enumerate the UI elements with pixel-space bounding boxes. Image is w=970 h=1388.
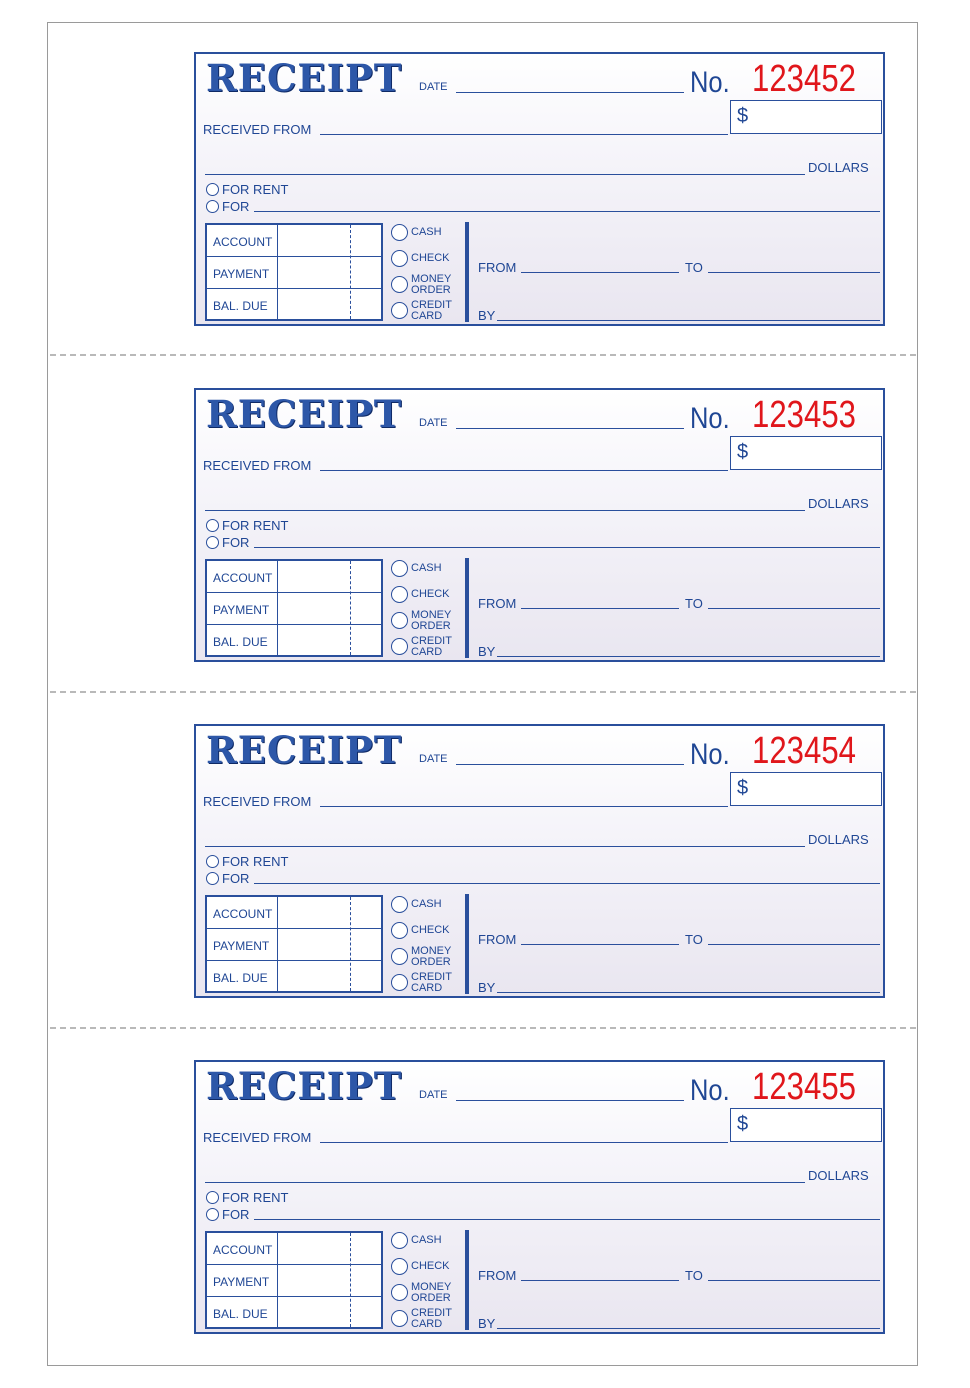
- receipt-form: [194, 52, 885, 326]
- receipt-form: [194, 1060, 885, 1334]
- dollars-line[interactable]: [205, 510, 805, 511]
- to-line[interactable]: [708, 272, 880, 273]
- check-radio[interactable]: [391, 250, 408, 267]
- to-label: TO: [685, 1268, 703, 1283]
- account-table: [205, 223, 383, 321]
- money-order-radio[interactable]: [391, 612, 408, 629]
- cash-radio[interactable]: [391, 560, 408, 577]
- money-order-radio[interactable]: [391, 276, 408, 293]
- bal-due-row[interactable]: [207, 1297, 381, 1329]
- amount-field[interactable]: [730, 772, 882, 806]
- money-order-label-line2: ORDER: [411, 620, 451, 632]
- number-label: No.: [690, 402, 730, 435]
- received-from-line[interactable]: [320, 1142, 728, 1143]
- credit-card-radio[interactable]: [391, 1310, 408, 1327]
- cash-label: CASH: [411, 562, 442, 574]
- payment-label: PAYMENT: [213, 603, 270, 617]
- amount-field[interactable]: [730, 1108, 882, 1142]
- for-label: FOR: [222, 1207, 250, 1222]
- from-label: FROM: [478, 596, 517, 611]
- from-line[interactable]: [521, 272, 679, 273]
- to-label: TO: [685, 260, 703, 275]
- dollar-sign: $: [737, 1113, 749, 1135]
- money-order-label-line2: ORDER: [411, 1292, 451, 1304]
- for-radio[interactable]: [206, 1208, 219, 1221]
- dollars-line[interactable]: [205, 1182, 805, 1183]
- receipt-form: [194, 388, 885, 662]
- account-row[interactable]: [207, 1233, 381, 1265]
- credit-card-label-line1: CREDIT: [411, 299, 452, 311]
- date-line[interactable]: [456, 764, 684, 765]
- receipt-form: [194, 724, 885, 998]
- to-label: TO: [685, 932, 703, 947]
- check-radio[interactable]: [391, 586, 408, 603]
- receipt-number: 123452: [752, 58, 856, 100]
- for-rent-label: FOR RENT: [222, 182, 289, 197]
- received-from-line[interactable]: [320, 134, 728, 135]
- dollars-line[interactable]: [205, 174, 805, 175]
- account-row[interactable]: [207, 225, 381, 257]
- check-radio[interactable]: [391, 922, 408, 939]
- dollars-label: DOLLARS: [808, 496, 869, 511]
- for-label: FOR: [222, 199, 250, 214]
- payment-row[interactable]: [207, 257, 381, 289]
- amount-field[interactable]: [730, 436, 882, 470]
- cash-radio[interactable]: [391, 224, 408, 241]
- cents-divider: [350, 897, 351, 991]
- section-divider: [465, 222, 469, 322]
- date-line[interactable]: [456, 1100, 684, 1101]
- from-label: FROM: [478, 1268, 517, 1283]
- for-line[interactable]: [254, 883, 880, 884]
- account-table: [205, 559, 383, 657]
- bal-due-row[interactable]: [207, 961, 381, 993]
- perforation-line: [50, 1027, 916, 1029]
- by-label: BY: [478, 644, 496, 659]
- dollars-label: DOLLARS: [808, 1168, 869, 1183]
- bal-due-label: BAL. DUE: [213, 299, 268, 313]
- credit-card-radio[interactable]: [391, 302, 408, 319]
- to-line[interactable]: [708, 944, 880, 945]
- number-label: No.: [690, 1074, 730, 1107]
- for-line[interactable]: [254, 211, 880, 212]
- cash-radio[interactable]: [391, 896, 408, 913]
- dollars-label: DOLLARS: [808, 160, 869, 175]
- account-row[interactable]: [207, 561, 381, 593]
- credit-card-label-line2: CARD: [411, 310, 443, 322]
- credit-card-label-line1: CREDIT: [411, 1307, 452, 1319]
- received-from-label: RECEIVED FROM: [203, 122, 312, 137]
- cash-label: CASH: [411, 1234, 442, 1246]
- check-label: CHECK: [411, 924, 450, 936]
- payment-label: PAYMENT: [213, 939, 270, 953]
- by-label: BY: [478, 980, 496, 995]
- receipt-title: RECEIPT: [206, 728, 403, 772]
- for-radio[interactable]: [206, 200, 219, 213]
- payment-row[interactable]: [207, 593, 381, 625]
- bal-due-row[interactable]: [207, 289, 381, 321]
- from-line[interactable]: [521, 1280, 679, 1281]
- date-label: DATE: [419, 1089, 448, 1101]
- amount-field[interactable]: [730, 100, 882, 134]
- money-order-label-line1: MONEY: [411, 609, 452, 621]
- from-line[interactable]: [521, 608, 679, 609]
- for-label: FOR: [222, 535, 250, 550]
- received-from-label: RECEIVED FROM: [203, 458, 312, 473]
- receipt-title: RECEIPT: [206, 392, 403, 436]
- to-label: TO: [685, 596, 703, 611]
- cash-radio[interactable]: [391, 1232, 408, 1249]
- dollars-line[interactable]: [205, 846, 805, 847]
- bal-due-label: BAL. DUE: [213, 1307, 268, 1321]
- received-from-line[interactable]: [320, 806, 728, 807]
- check-label: CHECK: [411, 588, 450, 600]
- for-rent-label: FOR RENT: [222, 854, 289, 869]
- for-rent-radio[interactable]: [206, 855, 219, 868]
- for-rent-label: FOR RENT: [222, 1190, 289, 1205]
- cents-divider: [350, 225, 351, 319]
- for-rent-radio[interactable]: [206, 183, 219, 196]
- credit-card-label-line2: CARD: [411, 646, 443, 658]
- money-order-radio[interactable]: [391, 948, 408, 965]
- received-from-line[interactable]: [320, 470, 728, 471]
- for-rent-label: FOR RENT: [222, 518, 289, 533]
- by-line[interactable]: [497, 1328, 880, 1329]
- date-label: DATE: [419, 81, 448, 93]
- money-order-label-line1: MONEY: [411, 945, 452, 957]
- by-line[interactable]: [497, 320, 880, 321]
- payment-row[interactable]: [207, 929, 381, 961]
- account-row[interactable]: [207, 897, 381, 929]
- date-line[interactable]: [456, 428, 684, 429]
- receipt-title: RECEIPT: [206, 1064, 403, 1108]
- account-label: ACCOUNT: [213, 1243, 273, 1257]
- check-radio[interactable]: [391, 1258, 408, 1275]
- payment-label: PAYMENT: [213, 267, 270, 281]
- dollar-sign: $: [737, 105, 749, 127]
- by-label: BY: [478, 308, 496, 323]
- section-divider: [465, 894, 469, 994]
- check-label: CHECK: [411, 1260, 450, 1272]
- for-rent-radio[interactable]: [206, 1191, 219, 1204]
- cents-divider: [350, 1233, 351, 1327]
- cents-divider: [350, 561, 351, 655]
- bal-due-label: BAL. DUE: [213, 971, 268, 985]
- by-line[interactable]: [497, 992, 880, 993]
- perforation-line: [50, 691, 916, 693]
- payment-row[interactable]: [207, 1265, 381, 1297]
- account-label: ACCOUNT: [213, 571, 273, 585]
- by-line[interactable]: [497, 656, 880, 657]
- number-label: No.: [690, 66, 730, 99]
- number-label: No.: [690, 738, 730, 771]
- for-rent-radio[interactable]: [206, 519, 219, 532]
- to-line[interactable]: [708, 1280, 880, 1281]
- credit-card-label-line1: CREDIT: [411, 971, 452, 983]
- account-table: [205, 895, 383, 993]
- money-order-label-line2: ORDER: [411, 956, 451, 968]
- cash-label: CASH: [411, 898, 442, 910]
- receipt-number: 123455: [752, 1066, 856, 1108]
- bal-due-label: BAL. DUE: [213, 635, 268, 649]
- receipt-number: 123453: [752, 394, 856, 436]
- dollars-label: DOLLARS: [808, 832, 869, 847]
- for-line[interactable]: [254, 1219, 880, 1220]
- date-line[interactable]: [456, 92, 684, 93]
- from-label: FROM: [478, 260, 517, 275]
- credit-card-label-line2: CARD: [411, 982, 443, 994]
- check-label: CHECK: [411, 252, 450, 264]
- section-divider: [465, 1230, 469, 1330]
- account-label: ACCOUNT: [213, 907, 273, 921]
- money-order-label-line1: MONEY: [411, 1281, 452, 1293]
- money-order-label-line1: MONEY: [411, 273, 452, 285]
- bal-due-row[interactable]: [207, 625, 381, 657]
- credit-card-label-line1: CREDIT: [411, 635, 452, 647]
- credit-card-radio[interactable]: [391, 974, 408, 991]
- cash-label: CASH: [411, 226, 442, 238]
- for-radio[interactable]: [206, 536, 219, 549]
- credit-card-radio[interactable]: [391, 638, 408, 655]
- receipt-number: 123454: [752, 730, 856, 772]
- money-order-radio[interactable]: [391, 1284, 408, 1301]
- dollar-sign: $: [737, 777, 749, 799]
- receipt-title: RECEIPT: [206, 56, 403, 100]
- for-label: FOR: [222, 871, 250, 886]
- to-line[interactable]: [708, 608, 880, 609]
- perforation-line: [50, 354, 916, 356]
- section-divider: [465, 558, 469, 658]
- payment-label: PAYMENT: [213, 1275, 270, 1289]
- credit-card-label-line2: CARD: [411, 1318, 443, 1330]
- by-label: BY: [478, 1316, 496, 1331]
- date-label: DATE: [419, 753, 448, 765]
- from-label: FROM: [478, 932, 517, 947]
- dollar-sign: $: [737, 441, 749, 463]
- from-line[interactable]: [521, 944, 679, 945]
- for-radio[interactable]: [206, 872, 219, 885]
- money-order-label-line2: ORDER: [411, 284, 451, 296]
- for-line[interactable]: [254, 547, 880, 548]
- account-label: ACCOUNT: [213, 235, 273, 249]
- account-table: [205, 1231, 383, 1329]
- received-from-label: RECEIVED FROM: [203, 1130, 312, 1145]
- received-from-label: RECEIVED FROM: [203, 794, 312, 809]
- date-label: DATE: [419, 417, 448, 429]
